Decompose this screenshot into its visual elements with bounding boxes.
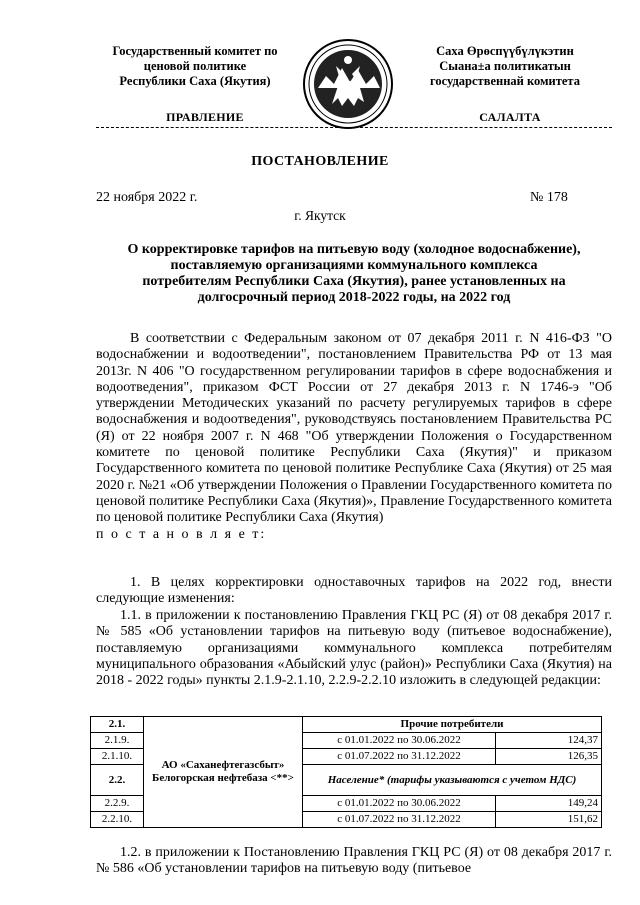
row-period: с 01.01.2022 по 30.06.2022 (303, 796, 496, 812)
header-right-line: Сыана±а политикатын (439, 59, 571, 73)
row-value: 149,24 (496, 796, 602, 812)
intro-text: В соответствии с Федеральным законом от 07 декабря 2011 г. N 416-ФЗ "О водоснабжении и водоотведении", постановлением Правительства РФ от 13 мая 2013г. N 406 "О государственном регулировании тарифов в сфере водоснабжения и водоотведения", приказом ФСТ России от 27 декабря 2013 г. N 1746-э "Об утверждении Методических указаний по расчету регулируемых тарифов в сфере водоснабжения и водоотведения", руководствуясь постановлением Правительства РС (Я) от 22 ноября 2007 г. N 468 "Об утверждении Положения о Государственном комитете по ценовой политике Республики Саха (Якутия)" и приказом Государственного комитета по ценовой политике Республике Саха (Якутия) от 25 мая 2020 г. №21 «Об утверждении Положения о Правлении Государственного комитета по ценовой политике Республики Саха (Якутия)», Правление Государственного комитета по ценовой политике Республики Саха (Якутия) (96, 331, 612, 526)
group-header-population: Население* (тарифы указываются с учетом НДС) (303, 765, 602, 796)
document-date: 22 ноября 2022 г. (96, 190, 198, 205)
row-code: 2.1.9. (91, 733, 144, 749)
header-right-line: государственнай комитета (430, 74, 580, 88)
subject-line: поставляемую организациями коммунального комплекса (170, 258, 538, 273)
paragraph-1-2: 1.2. в приложении к Постановлению Правления ГКЦ РС (Я) от 08 декабря 2017 г. № 586 «Об установлении тарифов на питьевую воду (питьевое (96, 845, 612, 877)
row-value: 124,37 (496, 733, 602, 749)
row-code: 2.1.10. (91, 749, 144, 765)
paragraph-1-1: 1.1. в приложении к постановлению Правления ГКЦ РС (Я) от 08 декабря 2017 г. № 585 «Об установлении тарифов на питьевую воду (питьевое водоснабжение), поставляемую организациями коммунального комплекса потребителям муниципального образования «Абыйский улус (район)» Республики Саха (Якутия) на 2018 - 2022 годы» пункты 2.1.9-2.1.10, 2.2.9-2.2.10 изложить в следующей редакции: (96, 608, 612, 689)
row-code: 2.1. (91, 717, 144, 733)
coat-of-arms-icon (300, 36, 396, 132)
tariff-table (90, 716, 602, 828)
dept-right: САЛАЛТА (479, 110, 541, 124)
subject-line: потребителям Республики Саха (Якутия), ранее установленных на (142, 274, 566, 289)
intro-paragraph (96, 331, 612, 543)
header-right-line: Саха Өрөспүүбүлүкэтин (436, 44, 574, 58)
row-period: с 01.01.2022 по 30.06.2022 (303, 733, 496, 749)
paragraph-1: 1. В целях корректировки одноставочных тарифов на 2022 год, внести следующие изменения: (96, 575, 612, 607)
header-left-line: ценовой политике (143, 59, 247, 73)
row-period: с 01.07.2022 по 31.12.2022 (303, 812, 496, 828)
row-value: 126,35 (496, 749, 602, 765)
row-code: 2.2.10. (91, 812, 144, 828)
header-right-org (402, 44, 608, 89)
organization-cell: АО «Саханефтегазсбыт» Белогорская нефтебаза <**> (144, 717, 303, 828)
header-divider (96, 127, 612, 128)
row-code: 2.2.9. (91, 796, 144, 812)
row-period: с 01.07.2022 по 31.12.2022 (303, 749, 496, 765)
decree-word: п о с т а н о в л я е т: (96, 526, 267, 542)
dept-left: ПРАВЛЕНИЕ (166, 110, 244, 124)
document-subject (96, 242, 612, 306)
header-left-line: Государственный комитет по (112, 44, 278, 58)
subject-line: долгосрочный период 2018-2022 годы, на 2022 год (197, 290, 511, 305)
table-row (91, 717, 602, 733)
group-header-other: Прочие потребители (303, 717, 602, 733)
document-title: ПОСТАНОВЛЕНИЕ (251, 154, 389, 169)
row-code: 2.2. (91, 765, 144, 796)
document-number: № 178 (530, 190, 568, 205)
subject-line: О корректировке тарифов на питьевую воду (холодное водоснабжение), (127, 242, 581, 257)
header-left-org (96, 44, 294, 89)
document-city: г. Якутск (294, 208, 346, 223)
header-left-line: Республики Саха (Якутия) (119, 74, 271, 88)
row-value: 151,62 (496, 812, 602, 828)
